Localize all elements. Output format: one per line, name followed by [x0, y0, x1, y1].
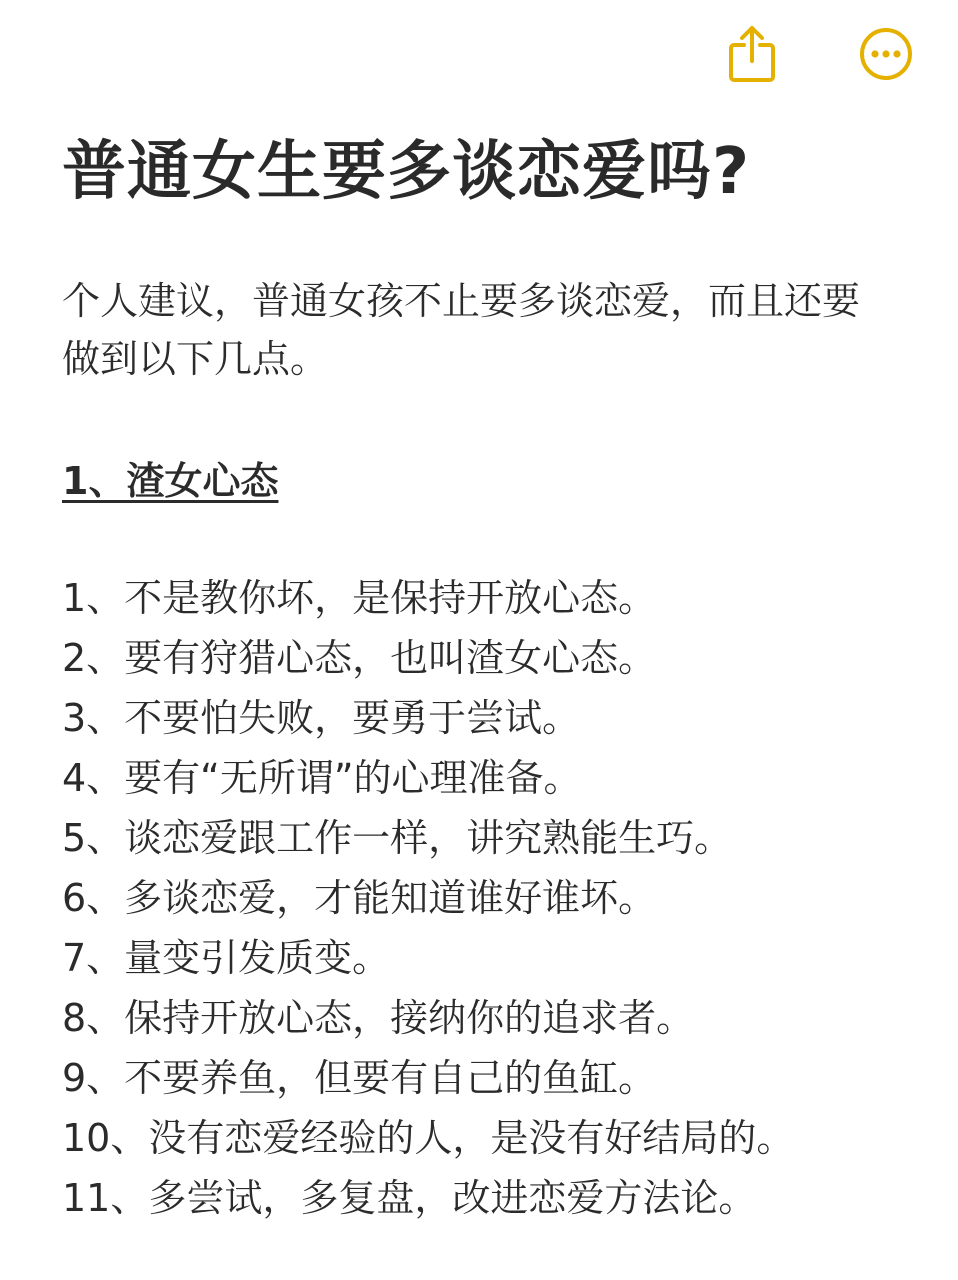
note-title: 普通女生要多谈恋爱吗?: [62, 135, 751, 209]
list-item: 10、没有恋爱经验的人，是没有好结局的。: [62, 1116, 795, 1160]
tips-list: [62, 568, 942, 1228]
list-item: 1、不是教你坏，是保持开放心态。: [62, 576, 657, 620]
list-item: 3、不要怕失败，要勇于尝试。: [62, 696, 581, 740]
top-toolbar: [0, 0, 958, 110]
share-icon: [726, 23, 778, 85]
list-item: 8、保持开放心态，接纳你的追求者。: [62, 996, 695, 1040]
list-item: 9、不要养鱼，但要有自己的鱼缸。: [62, 1056, 657, 1100]
more-options-button[interactable]: [856, 22, 916, 86]
list-item: 7、量变引发质变。: [62, 936, 391, 980]
list-item: 11、多尝试，多复盘，改进恋爱方法论。: [62, 1176, 757, 1220]
note-intro-paragraph: 个人建议，普通女孩不止要多谈恋爱，而且还要做到以下几点。: [62, 279, 861, 381]
list-item: 4、要有“无所谓”的心理准备。: [62, 756, 582, 800]
share-button[interactable]: [722, 22, 782, 86]
list-item: 2、要有狩猎心态，也叫渣女心态。: [62, 636, 657, 680]
more-options-icon: [858, 26, 914, 82]
list-item: 6、多谈恋爱，才能知道谁好谁坏。: [62, 876, 657, 920]
list-item: 5、谈恋爱跟工作一样，讲究熟能生巧。: [62, 816, 733, 860]
section-heading: 1、渣女心态: [62, 459, 279, 503]
